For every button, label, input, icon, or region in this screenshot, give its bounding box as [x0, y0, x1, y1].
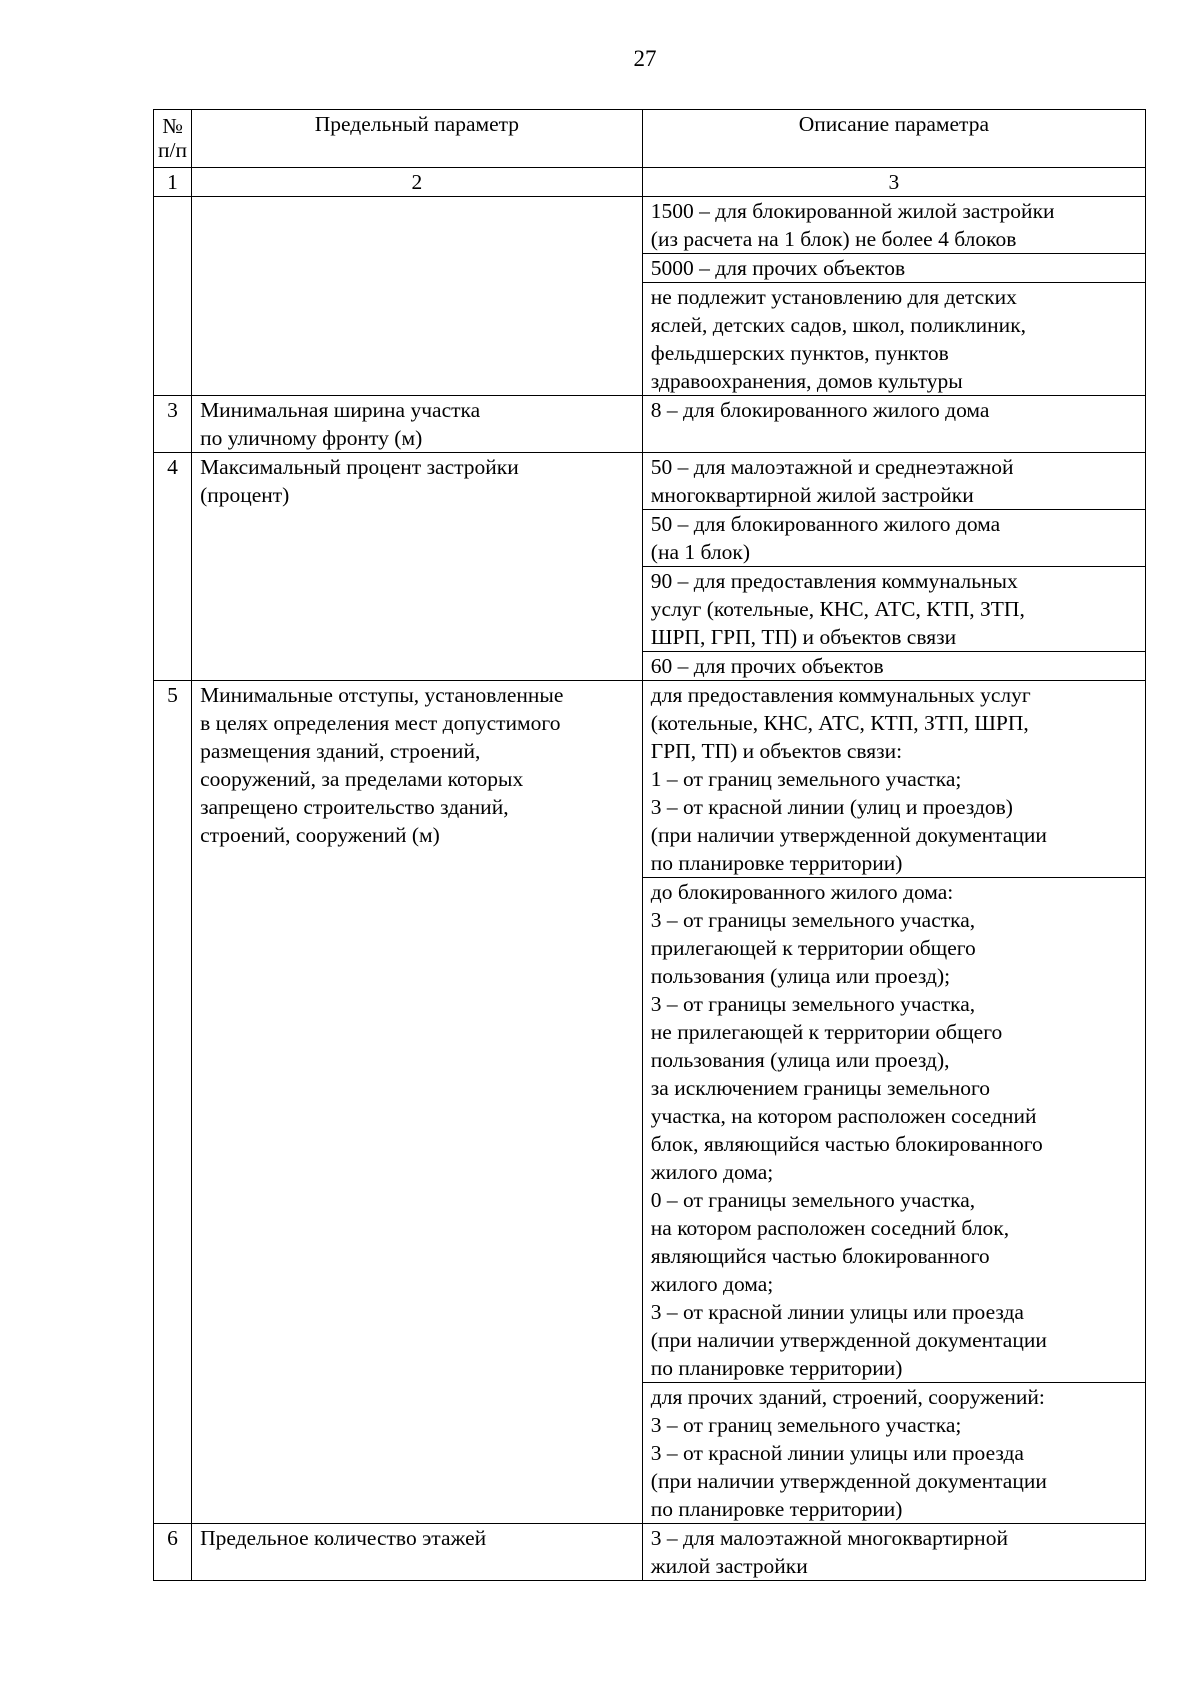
parameter-line: по уличному фронту (м) [200, 426, 423, 450]
table-row [154, 1524, 1146, 1581]
row-parameter [192, 1524, 643, 1581]
parameter-line: (процент) [200, 483, 290, 507]
header-param: Предельный параметр [192, 110, 643, 168]
row-description [642, 1524, 1145, 1581]
row-description [642, 1383, 1145, 1524]
parameter-line: размещения зданий, строений, [200, 739, 481, 763]
parameter-line: в целях определения мест допустимого [200, 711, 561, 735]
description-line: 1500 – для блокированной жилой застройки [650, 199, 1055, 223]
description-line: услуг (котельные, КНС, АТС, КТП, ЗТП, [650, 597, 1025, 621]
description-line: для предоставления коммунальных услуг [650, 683, 1031, 707]
table-row [154, 453, 1146, 510]
description-line: 5000 – для прочих объектов [650, 256, 906, 280]
index-cell-1: 1 [154, 168, 192, 197]
header-num-sign: № [162, 114, 183, 138]
parameter-line: Предельное количество этажей [200, 1526, 487, 1550]
description-line: 90 – для предоставления коммунальных [650, 569, 1018, 593]
description-line: фельдшерских пунктов, пунктов [650, 341, 949, 365]
description-line: яслей, детских садов, школ, поликлиник, [650, 313, 1027, 337]
description-line: участка, на котором расположен соседний [650, 1104, 1037, 1128]
row-description [642, 283, 1145, 396]
row-description [642, 396, 1145, 453]
description-line: здравоохранения, домов культуры [650, 369, 963, 393]
description-line: пользования (улица или проезд), [650, 1048, 950, 1072]
description-line: 50 – для блокированного жилого дома [650, 512, 1001, 536]
row-number: 6 [154, 1524, 192, 1581]
description-line: 1 – от границ земельного участка; [650, 767, 962, 791]
parameter-line: Минимальная ширина участка [200, 398, 481, 422]
header-num [154, 110, 192, 168]
description-line: на котором расположен соседний блок, [650, 1216, 1010, 1240]
row-description [642, 197, 1145, 254]
page-number: 27 [633, 46, 657, 71]
description-line: 50 – для малоэтажной и среднеэтажной [650, 455, 1014, 479]
description-line: 8 – для блокированного жилого дома [650, 398, 990, 422]
index-cell-3: 3 [642, 168, 1145, 197]
header-desc: Описание параметра [642, 110, 1145, 168]
description-line: жилой застройки [650, 1554, 808, 1578]
description-line: жилого дома; [650, 1160, 774, 1184]
row-parameter [192, 453, 643, 681]
row-description [642, 510, 1145, 567]
description-line: (при наличии утвержденной документации [650, 823, 1047, 847]
description-line: 3 – от границы земельного участка, [650, 992, 976, 1016]
row-parameter [192, 681, 643, 1524]
parameters-table [153, 109, 1146, 1581]
row-description [642, 878, 1145, 1383]
header-row [154, 110, 1146, 168]
description-line: по планировке территории) [650, 1356, 903, 1380]
description-line: 3 – от границы земельного участка, [650, 908, 976, 932]
row-parameter [192, 197, 643, 396]
description-line: 3 – от красной линии улицы или проезда [650, 1300, 1024, 1324]
parameter-line: запрещено строительство зданий, [200, 795, 509, 819]
description-line: являющийся частью блокированного [650, 1244, 990, 1268]
table-row [154, 197, 1146, 254]
description-line: 60 – для прочих объектов [650, 654, 884, 678]
parameter-line: строений, сооружений (м) [200, 823, 440, 847]
description-line: прилегающей к территории общего [650, 936, 976, 960]
description-line: не подлежит установлению для детских [650, 285, 1017, 309]
description-line: многоквартирной жилой застройки [650, 483, 974, 507]
description-line: 3 – для малоэтажной многоквартирной [650, 1526, 1008, 1550]
description-line: по планировке территории) [650, 1497, 903, 1521]
parameter-line: Минимальные отступы, установленные [200, 683, 564, 707]
parameter-line: Максимальный процент застройки [200, 455, 519, 479]
description-line: (при наличии утвержденной документации [650, 1328, 1047, 1352]
row-description [642, 254, 1145, 283]
description-line: за исключением границы земельного [650, 1076, 991, 1100]
description-line: по планировке территории) [650, 851, 903, 875]
description-line: жилого дома; [650, 1272, 774, 1296]
description-line: пользования (улица или проезд); [650, 964, 951, 988]
description-line: (при наличии утвержденной документации [650, 1469, 1047, 1493]
description-line: 3 – от красной линии улицы или проезда [650, 1441, 1024, 1465]
row-description [642, 681, 1145, 878]
table-row [154, 396, 1146, 453]
description-line: не прилегающей к территории общего [650, 1020, 1003, 1044]
description-line: ГРП, ТП) и объектов связи: [650, 739, 903, 763]
row-number: 5 [154, 681, 192, 1524]
row-number [154, 197, 192, 396]
description-line: (котельные, КНС, АТС, КТП, ЗТП, ШРП, [650, 711, 1029, 735]
description-line: (из расчета на 1 блок) не более 4 блоков [650, 227, 1017, 251]
parameter-line: сооружений, за пределами которых [200, 767, 524, 791]
row-number: 3 [154, 396, 192, 453]
description-line: для прочих зданий, строений, сооружений: [650, 1385, 1045, 1409]
header-num-pp: п/п [158, 138, 188, 162]
row-parameter [192, 396, 643, 453]
index-row [154, 168, 1146, 197]
description-line: ШРП, ГРП, ТП) и объектов связи [650, 625, 957, 649]
row-description [642, 652, 1145, 681]
description-line: до блокированного жилого дома: [650, 880, 954, 904]
table-row [154, 681, 1146, 878]
description-line: 3 – от красной линии (улиц и проездов) [650, 795, 1013, 819]
row-description [642, 567, 1145, 652]
row-number: 4 [154, 453, 192, 681]
row-description [642, 453, 1145, 510]
description-line: (на 1 блок) [650, 540, 750, 564]
description-line: блок, являющийся частью блокированного [650, 1132, 1043, 1156]
description-line: 3 – от границ земельного участка; [650, 1413, 962, 1437]
index-cell-2: 2 [192, 168, 643, 197]
description-line: 0 – от границы земельного участка, [650, 1188, 976, 1212]
